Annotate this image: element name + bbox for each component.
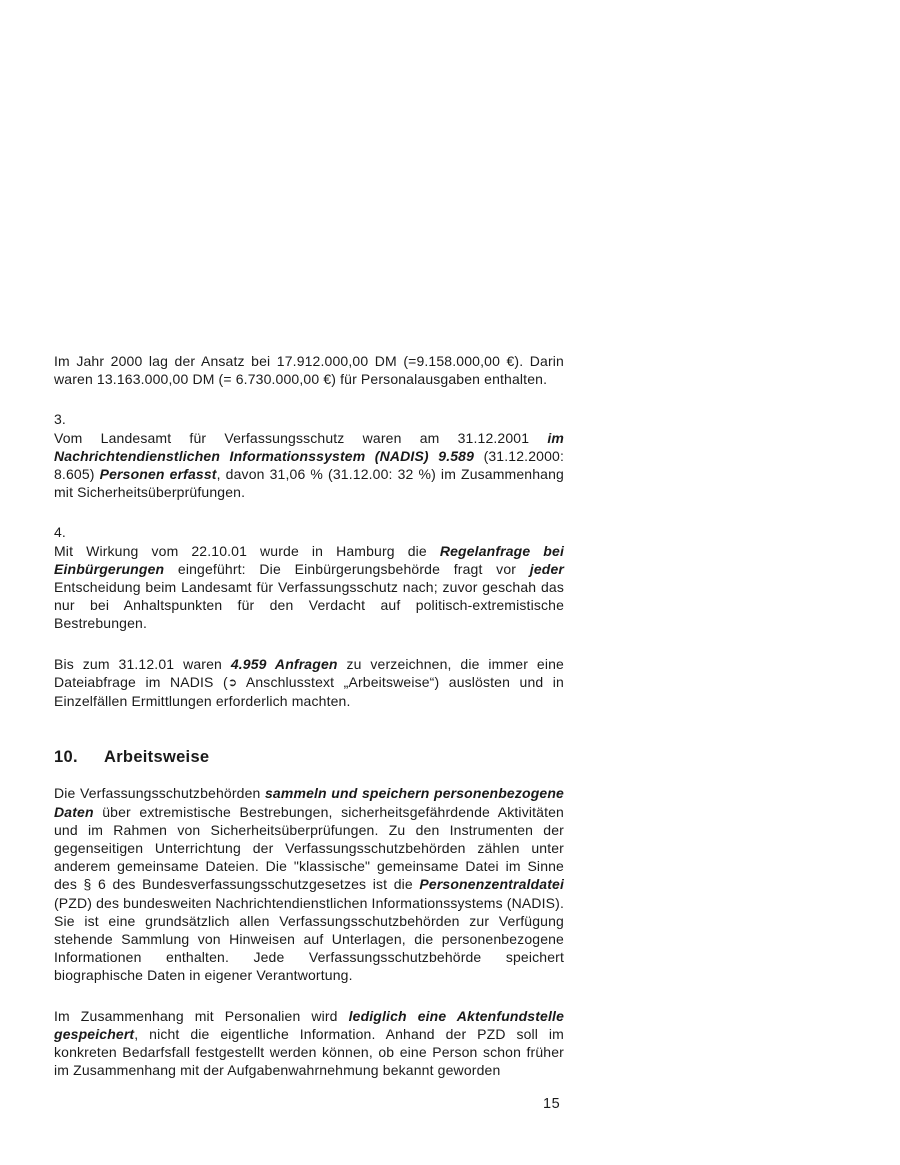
section-heading [54, 748, 564, 766]
emphasis-aktenfundstelle: lediglich eine Aktenfundstelle gespeichert [54, 1007, 565, 1042]
paragraph-anfragen: Bis zum 31.12.01 waren 4.959 Anfragen zu verzeichnen, die immer eine Dateiabfrage im NADIS (➲ Anschlusstext „Arbeitsweise“) auslösten und in Einzelfällen Ermittlungen erforderlich machten. [54, 655, 564, 710]
item-number-4: 4. [54, 524, 66, 541]
paragraph-regelanfrage: Mit Wirkung vom 22.10.01 wurde in Hamburg die Regelanfrage bei Einbürgerungen eingeführt: Die Einbürgerungsbehörde fragt vor jeder Entscheidung beim Landesamt für Verfassungsschutz nach; zuvor geschah das nur bei Anhaltspunkten für den Verdacht auf politisch-extremistische Bestrebungen. [54, 542, 564, 632]
arrow-reference-icon: ➲ [227, 676, 238, 689]
emphasis-jeder: jeder [529, 560, 564, 577]
emphasis-personenzentraldatei: Personenzentraldatei [419, 876, 564, 893]
paragraph-nadis-count: Vom Landesamt für Verfassungsschutz waren am 31.12.2001 im Nachrichtendienstlichen Informationssystem (NADIS) 9.589 (31.12.2000: 8.605) Personen erfasst, davon 31,06 % (31.12.00: 32 %) im Zusammenhang mit Sicherheitsüberprüfungen. [54, 429, 564, 501]
emphasis-sammeln-speichern: sammeln und speichern personenbezogene Daten [54, 785, 564, 820]
section-title: Arbeitsweise [104, 748, 210, 767]
page-number: 15 [543, 1096, 561, 1112]
item-number-3: 3. [54, 411, 66, 428]
page-content [54, 352, 564, 1080]
emphasis-anfragen: 4.959 Anfragen [230, 655, 338, 672]
paragraph-budget: Im Jahr 2000 lag der Ansatz bei 17.912.000,00 DM (=9.158.000,00 €). Darin waren 13.163.000,00 DM (= 6.730.000,00 €) für Personalausgaben enthalten. [54, 353, 564, 388]
emphasis-personen-erfasst: Personen erfasst [99, 466, 217, 483]
paragraph-daten: Die Verfassungsschutzbehörden sammeln und speichern personenbezogene Daten über extremistische Bestrebungen, sicherheitsgefährdende Aktivitäten und im Rahmen von Sicherheitsüberprüfungen. Zu den Instrumenten der gegenseitigen Unterrichtung der Verfassungsschutzbehörden zählen unter anderem gemeinsame Dateien. Die "klassische" gemeinsame Datei im Sinne des § 6 des Bundesverfassungsschutzgesetzes ist die Personenzentraldatei (PZD) des bundesweiten Nachrichtendienstlichen Informationssystems (NADIS). Sie ist eine grundsätzlich allen Verfassungsschutzbehörden zur Verfügung stehende Sammlung von Hinweisen auf Unterlagen, die personenbezogene Informationen enthalten. Jede Verfassungsschutzbehörde speichert biographische Daten in eigener Verantwortung. [54, 785, 565, 984]
section-number: 10. [54, 748, 78, 767]
emphasis-regelanfrage: Regelanfrage bei Einbürgerungen [54, 542, 564, 577]
paragraph-personalien: Im Zusammenhang mit Personalien wird lediglich eine Aktenfundstelle gespeichert, nicht die eigentliche Information. Anhand der PZD soll im konkreten Bedarfsfall festgestellt werden können, ob eine Person schon früher im Zusammenhang mit der Aufgabenwahrnehmung bekannt geworden [54, 1007, 565, 1079]
emphasis-nadis: im Nachrichtendienstlichen Informationssystem (NADIS) 9.589 [54, 429, 564, 464]
